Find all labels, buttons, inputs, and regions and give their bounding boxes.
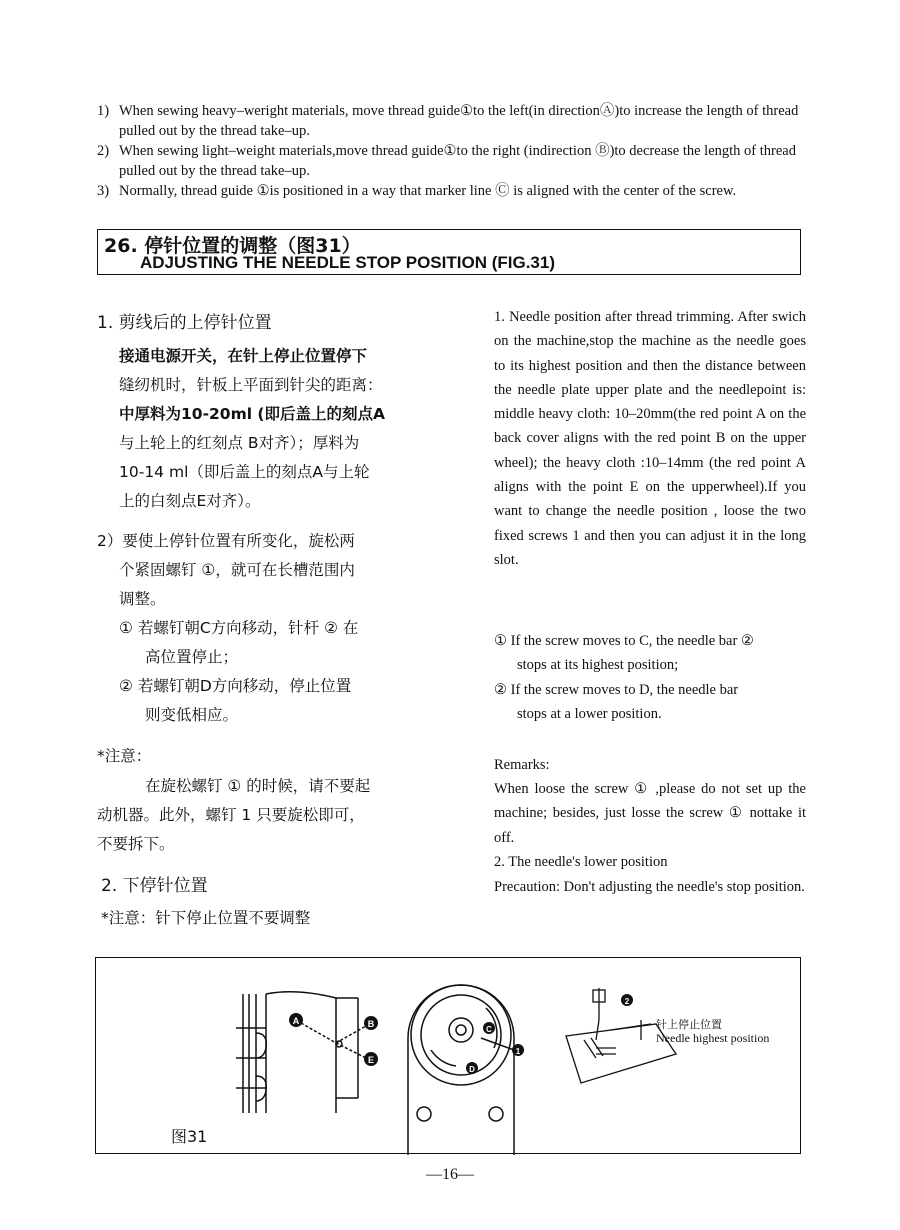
chinese-paragraph-line: ① 若螺钉朝C方向移动，针杆 ② 在	[119, 619, 359, 637]
english-line: stops at its highest position;	[517, 657, 679, 673]
english-line: ② If the screw moves to D, the needle bar	[494, 682, 739, 698]
intro-item-number: 1)	[97, 103, 110, 119]
callout-english: Needle highest position	[656, 1031, 770, 1045]
svg-text:A: A	[292, 1016, 300, 1026]
chinese-paragraph-line: 接通电源开关，在针上停止位置停下	[119, 347, 368, 365]
marker-a	[289, 1013, 303, 1027]
page-number: —16—	[426, 1166, 474, 1183]
marker-2	[621, 994, 633, 1006]
english-column	[494, 305, 806, 572]
svg-text:2: 2	[624, 997, 630, 1006]
english-remarks-text: When loose the screw ① ,please do not set up the machine; besides, just losse the screw ① nottake it off.	[494, 781, 806, 846]
svg-text:E: E	[367, 1055, 375, 1065]
chinese-note-line: 动机器。此外，螺钉 1 只要旋松即可，	[97, 806, 365, 824]
english-remarks-title: Remarks:	[494, 757, 550, 773]
chinese-paragraph-line: 缝纫机时，针板上平面到针尖的距离：	[119, 376, 383, 394]
chinese-note-line: 不要拆下。	[97, 835, 175, 853]
chinese-paragraph-line: 与上轮上的红刻点 B对齐）；厚料为	[119, 434, 360, 452]
section-heading-box	[97, 229, 801, 275]
intro-item-text: When sewing heavy–weright materials, move thread guide①to the left(in directionⒶ)to increase the length of thread pulled out by the thread take–up.	[119, 103, 799, 139]
svg-text:C: C	[486, 1025, 492, 1034]
marker-b	[364, 1016, 378, 1030]
english-precaution-text: Precaution: Don't adjusting the needle's stop position.	[494, 879, 805, 895]
chinese-paragraph-line: 则变低相应。	[145, 706, 239, 724]
chinese-paragraph-line: ② 若螺钉朝D方向移动，停止位置	[119, 677, 352, 695]
chinese-paragraph-line: 调整。	[119, 590, 166, 608]
svg-text:1: 1	[515, 1047, 521, 1056]
chinese-paragraph-line: 个紧固螺钉 ①，就可在长槽范围内	[119, 561, 355, 579]
marker-1	[512, 1044, 524, 1056]
intro-item	[97, 141, 817, 181]
intro-item-text: Normally, thread guide ①is positioned in a way that marker line Ⓒ is aligned with the center of the screw.	[119, 183, 737, 199]
chinese-note-line: *注意：针下停止位置不要调整	[101, 909, 311, 927]
chinese-note-line: 在旋松螺钉 ① 的时候，请不要起	[145, 777, 371, 795]
section-title-english: ADJUSTING THE NEEDLE STOP POSITION (FIG.31)	[140, 253, 555, 272]
section-title-chinese: 26. 停针位置的调整（图31）	[104, 235, 361, 257]
machine-side-view	[236, 992, 366, 1113]
english-lower-position-heading: 2. The needle's lower position	[494, 854, 668, 870]
chinese-note-title: *注意：	[97, 747, 152, 765]
figure-31	[95, 957, 801, 1154]
svg-text:B: B	[367, 1019, 375, 1029]
handwheel-view	[408, 985, 514, 1155]
intro-list	[97, 101, 817, 201]
chinese-paragraph-line: 高位置停止；	[145, 648, 239, 666]
intro-item-text: When sewing light–weight materials,move thread guide①to the right (indirection Ⓑ)to decrease the length of thread pulled out by the thread take–up.	[119, 143, 796, 179]
english-paragraph: 1. Needle position after thread trimming. After swich on the machine,stop the machine as the needle goes to its highest position and then the distance between the needle plate upper plate and the needlepoint is: middle heavy cloth: 10–20mm(the red point A on the back cover aligns with the red point B on the upper wheel); the heavy cloth :10–14mm (the red point A aligns with the point E on the upperwheel).If you want to change the needle position , loose the two fixed screws 1 and then you can adjust it in the long slot.	[494, 309, 806, 568]
svg-text:D: D	[469, 1065, 475, 1074]
chinese-subheading-lower-stop: 2. 下停针位置	[101, 876, 208, 896]
chinese-paragraph-line: 10-14 ml（即后盖上的刻点A与上轮	[119, 463, 370, 481]
figure-label: 图31	[171, 1127, 208, 1146]
chinese-paragraph-line: 2）要使上停针位置有所变化，旋松两	[97, 532, 355, 550]
english-line: ① If the screw moves to C, the needle bar ②	[494, 633, 754, 649]
marker-e	[364, 1052, 378, 1066]
intro-item	[97, 101, 817, 141]
chinese-paragraph-line: 中厚料为10-20ml (即后盖上的刻点A	[119, 405, 386, 423]
marker-c	[483, 1022, 495, 1034]
intro-item	[97, 181, 817, 201]
intro-item-number: 2)	[97, 143, 110, 159]
english-line: stops at a lower position.	[517, 706, 662, 722]
callout-chinese: 针上停止位置	[656, 1018, 722, 1031]
intro-item-number: 3)	[97, 183, 110, 199]
marker-d	[466, 1062, 478, 1074]
chinese-subheading-upper-stop: 1. 剪线后的上停针位置	[97, 313, 272, 333]
chinese-paragraph-line: 上的白刻点E对齐）。	[119, 492, 261, 510]
